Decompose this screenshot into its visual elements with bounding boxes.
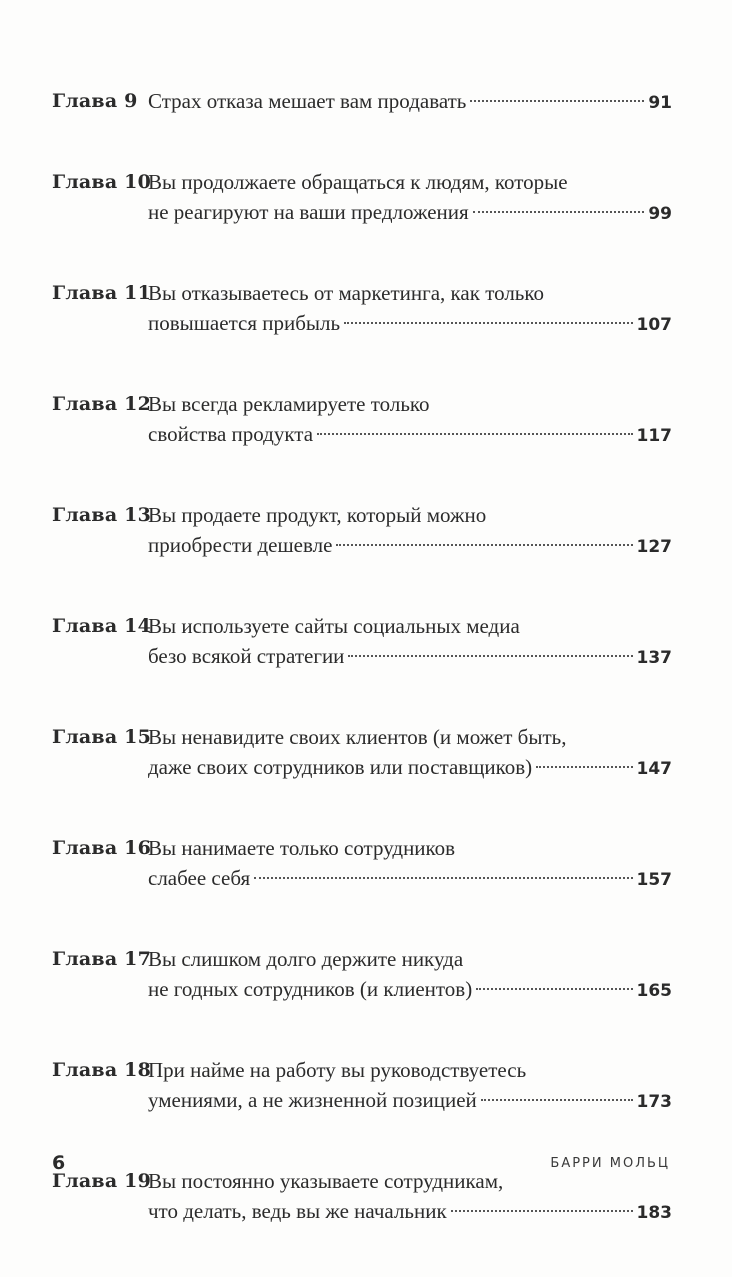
chapter-label: Глава 18 [52, 1059, 151, 1081]
dot-leader [336, 544, 632, 546]
dot-leader [481, 1099, 633, 1101]
chapter-title-line: повышается прибыль [148, 311, 341, 335]
dot-leader [470, 100, 644, 102]
chapter-title-line: Вы слишком долго держите никуда [148, 947, 464, 971]
chapter-title-line: Вы отказываетесь от маркетинга, как только [148, 281, 545, 305]
page-number: 157 [636, 870, 672, 890]
chapter-title-line: Вы продаете продукт, который можно [148, 503, 487, 527]
footer-author: БАРРИ МОЛЬЦ [550, 1156, 670, 1171]
toc-entry-chapter-14 [52, 611, 672, 673]
page-number: 147 [636, 759, 672, 779]
toc-entry-chapter-13 [52, 500, 672, 562]
footer-page-number: 6 [52, 1152, 66, 1174]
dot-leader [473, 211, 645, 213]
chapter-body [148, 389, 672, 451]
chapter-title-line: Вы всегда рекламируете только [148, 392, 430, 416]
toc-entry-chapter-18 [52, 1055, 672, 1117]
page-number: 173 [636, 1092, 672, 1112]
chapter-body [148, 278, 672, 340]
chapter-title-line: Вы постоянно указываете сотрудникам, [148, 1169, 504, 1193]
chapter-title-last-line [148, 530, 672, 562]
chapter-body [148, 722, 672, 784]
chapter-label: Глава 13 [52, 504, 151, 526]
chapter-body [148, 167, 672, 229]
chapter-title-line: При найме на работу вы руководствуетесь [148, 1058, 527, 1082]
dot-leader [317, 433, 632, 435]
chapter-body [148, 1055, 672, 1117]
chapter-title-line: свойства продукта [148, 422, 314, 446]
chapter-title-last-line [148, 1085, 672, 1117]
chapter-title-last-line [148, 974, 672, 1006]
toc-entry-chapter-12 [52, 389, 672, 451]
chapter-title-line: не реагируют на ваши предложения [148, 200, 469, 224]
toc-entry-chapter-16 [52, 833, 672, 895]
chapter-body [148, 500, 672, 562]
chapter-title-line: Вы используете сайты социальных медиа [148, 614, 520, 638]
chapter-title-line: Вы ненавидите своих клиентов (и может быть, [148, 725, 567, 749]
page-number: 91 [648, 93, 672, 113]
chapter-title-line: умениями, а не жизненной позицией [148, 1088, 477, 1112]
chapter-title-line: Вы нанимаете только сотрудников [148, 836, 456, 860]
chapter-title-line: не годных сотрудников (и клиентов) [148, 977, 473, 1001]
chapter-title-line: слабее себя [148, 866, 251, 890]
chapter-label: Глава 11 [52, 282, 151, 304]
chapter-label: Глава 17 [52, 948, 151, 970]
chapter-title-last-line [148, 419, 672, 451]
toc-entry-chapter-19 [52, 1166, 672, 1228]
toc-entry-chapter-9 [52, 86, 672, 118]
page-number: 127 [636, 537, 672, 557]
chapter-body [148, 944, 672, 1006]
page-number: 165 [636, 981, 672, 1001]
page-number: 137 [636, 648, 672, 668]
chapter-title-last-line [148, 86, 672, 118]
dot-leader [344, 322, 632, 324]
chapter-label: Глава 10 [52, 171, 151, 193]
chapter-title-line: безо всякой стратегии [148, 644, 345, 668]
dot-leader [476, 988, 632, 990]
page-number: 183 [636, 1203, 672, 1223]
chapter-body [148, 833, 672, 895]
chapter-title-line: Вы продолжаете обращаться к людям, которые [148, 170, 568, 194]
chapter-label: Глава 12 [52, 393, 151, 415]
chapter-title-last-line [148, 197, 672, 229]
chapter-label: Глава 9 [52, 90, 138, 112]
page-number: 117 [636, 426, 672, 446]
toc-entry-chapter-15 [52, 722, 672, 784]
table-of-contents [52, 86, 672, 1277]
chapter-body [148, 1166, 672, 1228]
chapter-title-line: что делать, ведь вы же начальник [148, 1199, 447, 1223]
chapter-title-last-line [148, 641, 672, 673]
dot-leader [536, 766, 632, 768]
chapter-title-last-line [148, 1196, 672, 1228]
page-number: 99 [648, 204, 672, 224]
chapter-title-last-line [148, 863, 672, 895]
chapter-title-last-line [148, 752, 672, 784]
chapter-body [148, 611, 672, 673]
chapter-label: Глава 14 [52, 615, 151, 637]
dot-leader [451, 1210, 633, 1212]
chapter-title-line: Страх отказа мешает вам продавать [148, 89, 467, 113]
toc-entry-chapter-17 [52, 944, 672, 1006]
chapter-title-line: даже своих сотрудников или поставщиков) [148, 755, 533, 779]
toc-entry-chapter-10 [52, 167, 672, 229]
dot-leader [348, 655, 632, 657]
page-number: 107 [636, 315, 672, 335]
chapter-label: Глава 15 [52, 726, 151, 748]
chapter-title-last-line [148, 308, 672, 340]
chapter-label: Глава 16 [52, 837, 151, 859]
toc-entry-chapter-11 [52, 278, 672, 340]
chapter-label: Глава 19 [52, 1170, 151, 1192]
dot-leader [254, 877, 632, 879]
chapter-title-line: приобрести дешевле [148, 533, 333, 557]
chapter-body [148, 86, 672, 118]
